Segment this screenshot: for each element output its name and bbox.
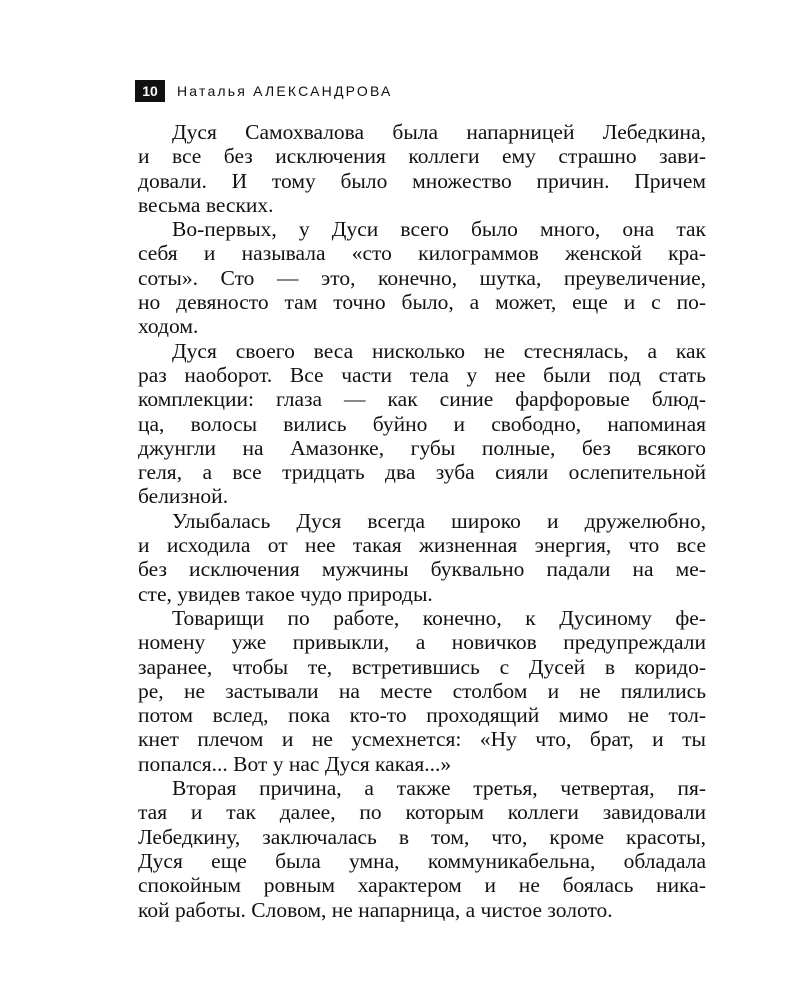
text-line: без исключения мужчины буквально падали на ме- — [138, 557, 706, 582]
author-name: Наталья АЛЕКСАНДРОВА — [177, 83, 393, 99]
text-line: ца, волосы вились буйно и свободно, напоминая — [138, 411, 706, 436]
text-line: потом вслед, пока кто-то проходящий мимо не тол- — [138, 703, 706, 728]
running-header — [135, 80, 393, 102]
text-line: белизной. — [138, 484, 229, 509]
text-line: Товарищи по работе, конечно, к Дусиному фе- — [172, 605, 706, 630]
text-line: себя и называла «сто килограммов женской кра- — [138, 241, 706, 266]
body-text — [138, 120, 706, 922]
text-line: кой работы. Словом, не напарница, а чистое золото. — [138, 897, 613, 922]
text-line: кнет плечом и не усмехнется: «Ну что, брат, и ты — [138, 727, 706, 752]
text-line: Дуся своего веса нисколько не стеснялась, а как — [172, 338, 706, 363]
text-line: комплекции: глаза — как синие фарфоровые блюд- — [138, 387, 706, 412]
text-line: Улыбалась Дуся всегда широко и дружелюбно, — [172, 508, 706, 533]
text-line: попался... Вот у нас Дуся какая...» — [138, 751, 452, 776]
text-line: и исходила от нее такая жизненная энергия, что все — [138, 533, 706, 558]
text-line: сте, увидев такое чудо природы. — [138, 581, 433, 606]
text-line: довали. И тому было множество причин. Причем — [138, 168, 706, 193]
text-line: Вторая причина, а также третья, четвертая, пя- — [172, 776, 706, 801]
paragraph — [138, 606, 706, 776]
text-line: соты». Сто — это, конечно, шутка, преувеличение, — [138, 265, 706, 290]
text-line: номену уже привыкли, а новичков предупреждали — [138, 630, 706, 655]
text-line: ходом. — [138, 314, 199, 339]
text-line: и все без исключения коллеги ему страшно зави- — [138, 144, 706, 169]
text-line: геля, а все тридцать два зуба сияли ослепительной — [138, 460, 706, 485]
text-line: Во-первых, у Дуси всего было много, она так — [172, 217, 706, 242]
paragraph — [138, 217, 706, 338]
text-line: раз наоборот. Все части тела у нее были под стать — [138, 362, 706, 387]
text-line: тая и так далее, по которым коллеги завидовали — [138, 800, 706, 825]
text-line: Дуся Самохвалова была напарницей Лебедкина, — [172, 120, 706, 144]
text-line: спокойным ровным характером и не боялась ника- — [138, 873, 706, 898]
paragraph — [138, 339, 706, 509]
paragraph — [138, 509, 706, 606]
text-line: весьма веских. — [138, 192, 274, 217]
text-line: Дуся еще была умна, коммуникабельна, обладала — [138, 848, 706, 873]
paragraph — [138, 120, 706, 217]
page-number: 10 — [135, 80, 165, 102]
text-line: ре, не застывали на месте столбом и не пялились — [138, 678, 706, 703]
paragraph — [138, 776, 706, 922]
text-line: заранее, чтобы те, встретившись с Дусей в коридо- — [138, 654, 706, 679]
text-line: джунгли на Амазонке, губы полные, без всякого — [138, 435, 706, 460]
text-line: но девяносто там точно было, а может, еще и с по- — [138, 290, 706, 315]
text-line: Лебедкину, заключалась в том, что, кроме красоты, — [138, 824, 706, 849]
